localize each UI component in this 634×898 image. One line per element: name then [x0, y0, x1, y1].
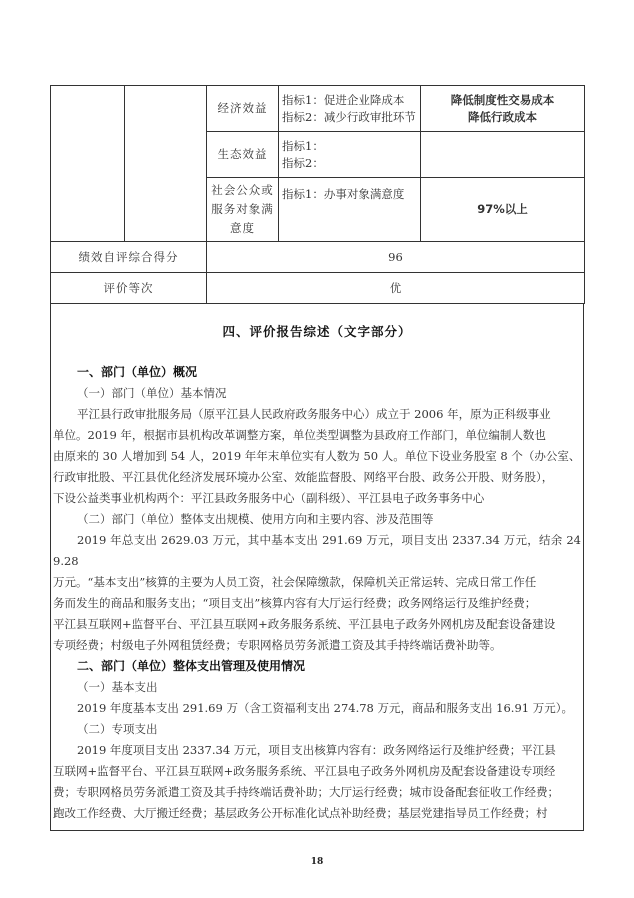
- paragraph-line: 下设公益类事业机构两个：平江县政务服务中心（副科级）、平江县电子政务事务中心: [53, 491, 485, 505]
- subsection-heading: （一）基本支出: [77, 680, 158, 694]
- grade-label: 评价等次: [51, 273, 207, 304]
- score-value: 96: [207, 242, 585, 273]
- indicator-cell: [279, 178, 421, 242]
- paragraph-line: 2019 年度项目支出 2337.34 万元，项目支出核算内容有：政务网络运行及维护经费；平江县: [77, 743, 556, 757]
- category-line: 服务对象满: [211, 202, 274, 216]
- subsection-heading: （二）专项支出: [77, 722, 158, 736]
- paragraph-line: 互联网+监督平台、平江县互联网+政务服务系统、平江县电子政务外网机房及配套设备建设专项经: [53, 764, 556, 778]
- category-line: 社会公众或: [211, 183, 274, 197]
- paragraph-line: 平江县行政审批服务局（原平江县人民政府政务服务中心）成立于 2006 年，原为正科级事业: [77, 407, 551, 421]
- value-2: 降低行政成本: [468, 109, 537, 124]
- paragraph-line: 2019 年总支出 2629.03 万元，其中基本支出 291.69 万元，项目支出 2337.34 万元，结余 249.28: [53, 533, 581, 568]
- paragraph-line: 平江县互联网+监督平台、平江县互联网+政务服务系统、平江县电子政务外网机房及配套设备建设: [53, 617, 556, 631]
- paragraph-line: 务而发生的商品和服务支出；“项目支出”核算内容有大厅运行经费；政务网络运行及维护经费；: [53, 596, 537, 610]
- paragraph-line: 跑改工作经费、大厅搬迁经费；基层政务公开标准化试点补助经费；基层党建指导员工作经费；村: [53, 806, 548, 820]
- paragraph-line: 万元。“基本支出”核算的主要为人员工资，社会保障缴款，保障机关正常运转、完成日常工作任: [53, 575, 537, 589]
- value-1: 降低制度性交易成本: [450, 92, 555, 107]
- indicator-cell: [279, 132, 421, 178]
- paragraph-line: 专项经费；村级电子外网租赁经费；专职网格员劳务派遣工资及其手持终端话费补助等。: [53, 638, 502, 652]
- report-body: [53, 362, 581, 824]
- performance-table: [50, 85, 585, 304]
- category-cell: [207, 178, 279, 242]
- section-heading: 二、部门（单位）整体支出管理及使用情况: [77, 659, 306, 673]
- category-line: 意度: [230, 221, 255, 235]
- section-heading: 一、部门（单位）概况: [77, 365, 198, 379]
- category-cell: 生态效益: [207, 132, 279, 178]
- value-cell: [421, 86, 585, 132]
- category-cell: 经济效益: [207, 86, 279, 132]
- indicator-1: 指标1：促进企业降成本: [282, 92, 405, 107]
- value-cell: 97%以上: [421, 178, 585, 242]
- merged-cell-level1: [51, 86, 125, 242]
- grade-row: [51, 273, 585, 304]
- paragraph-line: 2019 年度基本支出 291.69 万（含工资福利支出 274.78 万元，商品和服务支出 16.91 万元）。: [77, 701, 574, 715]
- table-row: [51, 86, 585, 132]
- indicator-1: 指标1：: [282, 138, 324, 153]
- paragraph-line: 费；专职网格员劳务派遣工资及其手持终端话费补助；大厅运行经费；城市设备配套征收工作经费；: [53, 785, 559, 799]
- grade-value: 优: [207, 273, 585, 304]
- subsection-heading: （一）部门（单位）基本情况: [77, 386, 227, 400]
- score-label: 绩效自评综合得分: [51, 242, 207, 273]
- indicator-cell: [279, 86, 421, 132]
- page-number: 18: [310, 857, 324, 867]
- report-section: [50, 304, 584, 831]
- indicator-2: 指标2：: [282, 155, 324, 170]
- paragraph-line: 行政审批股、平江县优化经济发展环境办公室、效能监督股、网络平台股、政务公开股、财务股），: [53, 470, 554, 484]
- section-title: 四、评价报告综述（文字部分）: [222, 324, 412, 339]
- merged-cell-level2: [125, 86, 207, 242]
- subsection-heading: （二）部门（单位）整体支出规模、使用方向和主要内容、涉及范围等: [77, 512, 434, 526]
- indicator-1: 指标1：办事对象满意度: [282, 187, 405, 201]
- score-row: [51, 242, 585, 273]
- value-cell: [421, 132, 585, 178]
- paragraph-line: 由原来的 30 人增加到 54 人，2019 年年末单位实有人数为 50 人。单位下设业务股室 8 个（办公室、: [53, 449, 581, 463]
- paragraph-line: 单位。2019 年，根据市县机构改革调整方案，单位类型调整为县政府工作部门，单位编制人数也: [53, 428, 546, 442]
- indicator-2: 指标2：减少行政审批环节: [282, 109, 416, 124]
